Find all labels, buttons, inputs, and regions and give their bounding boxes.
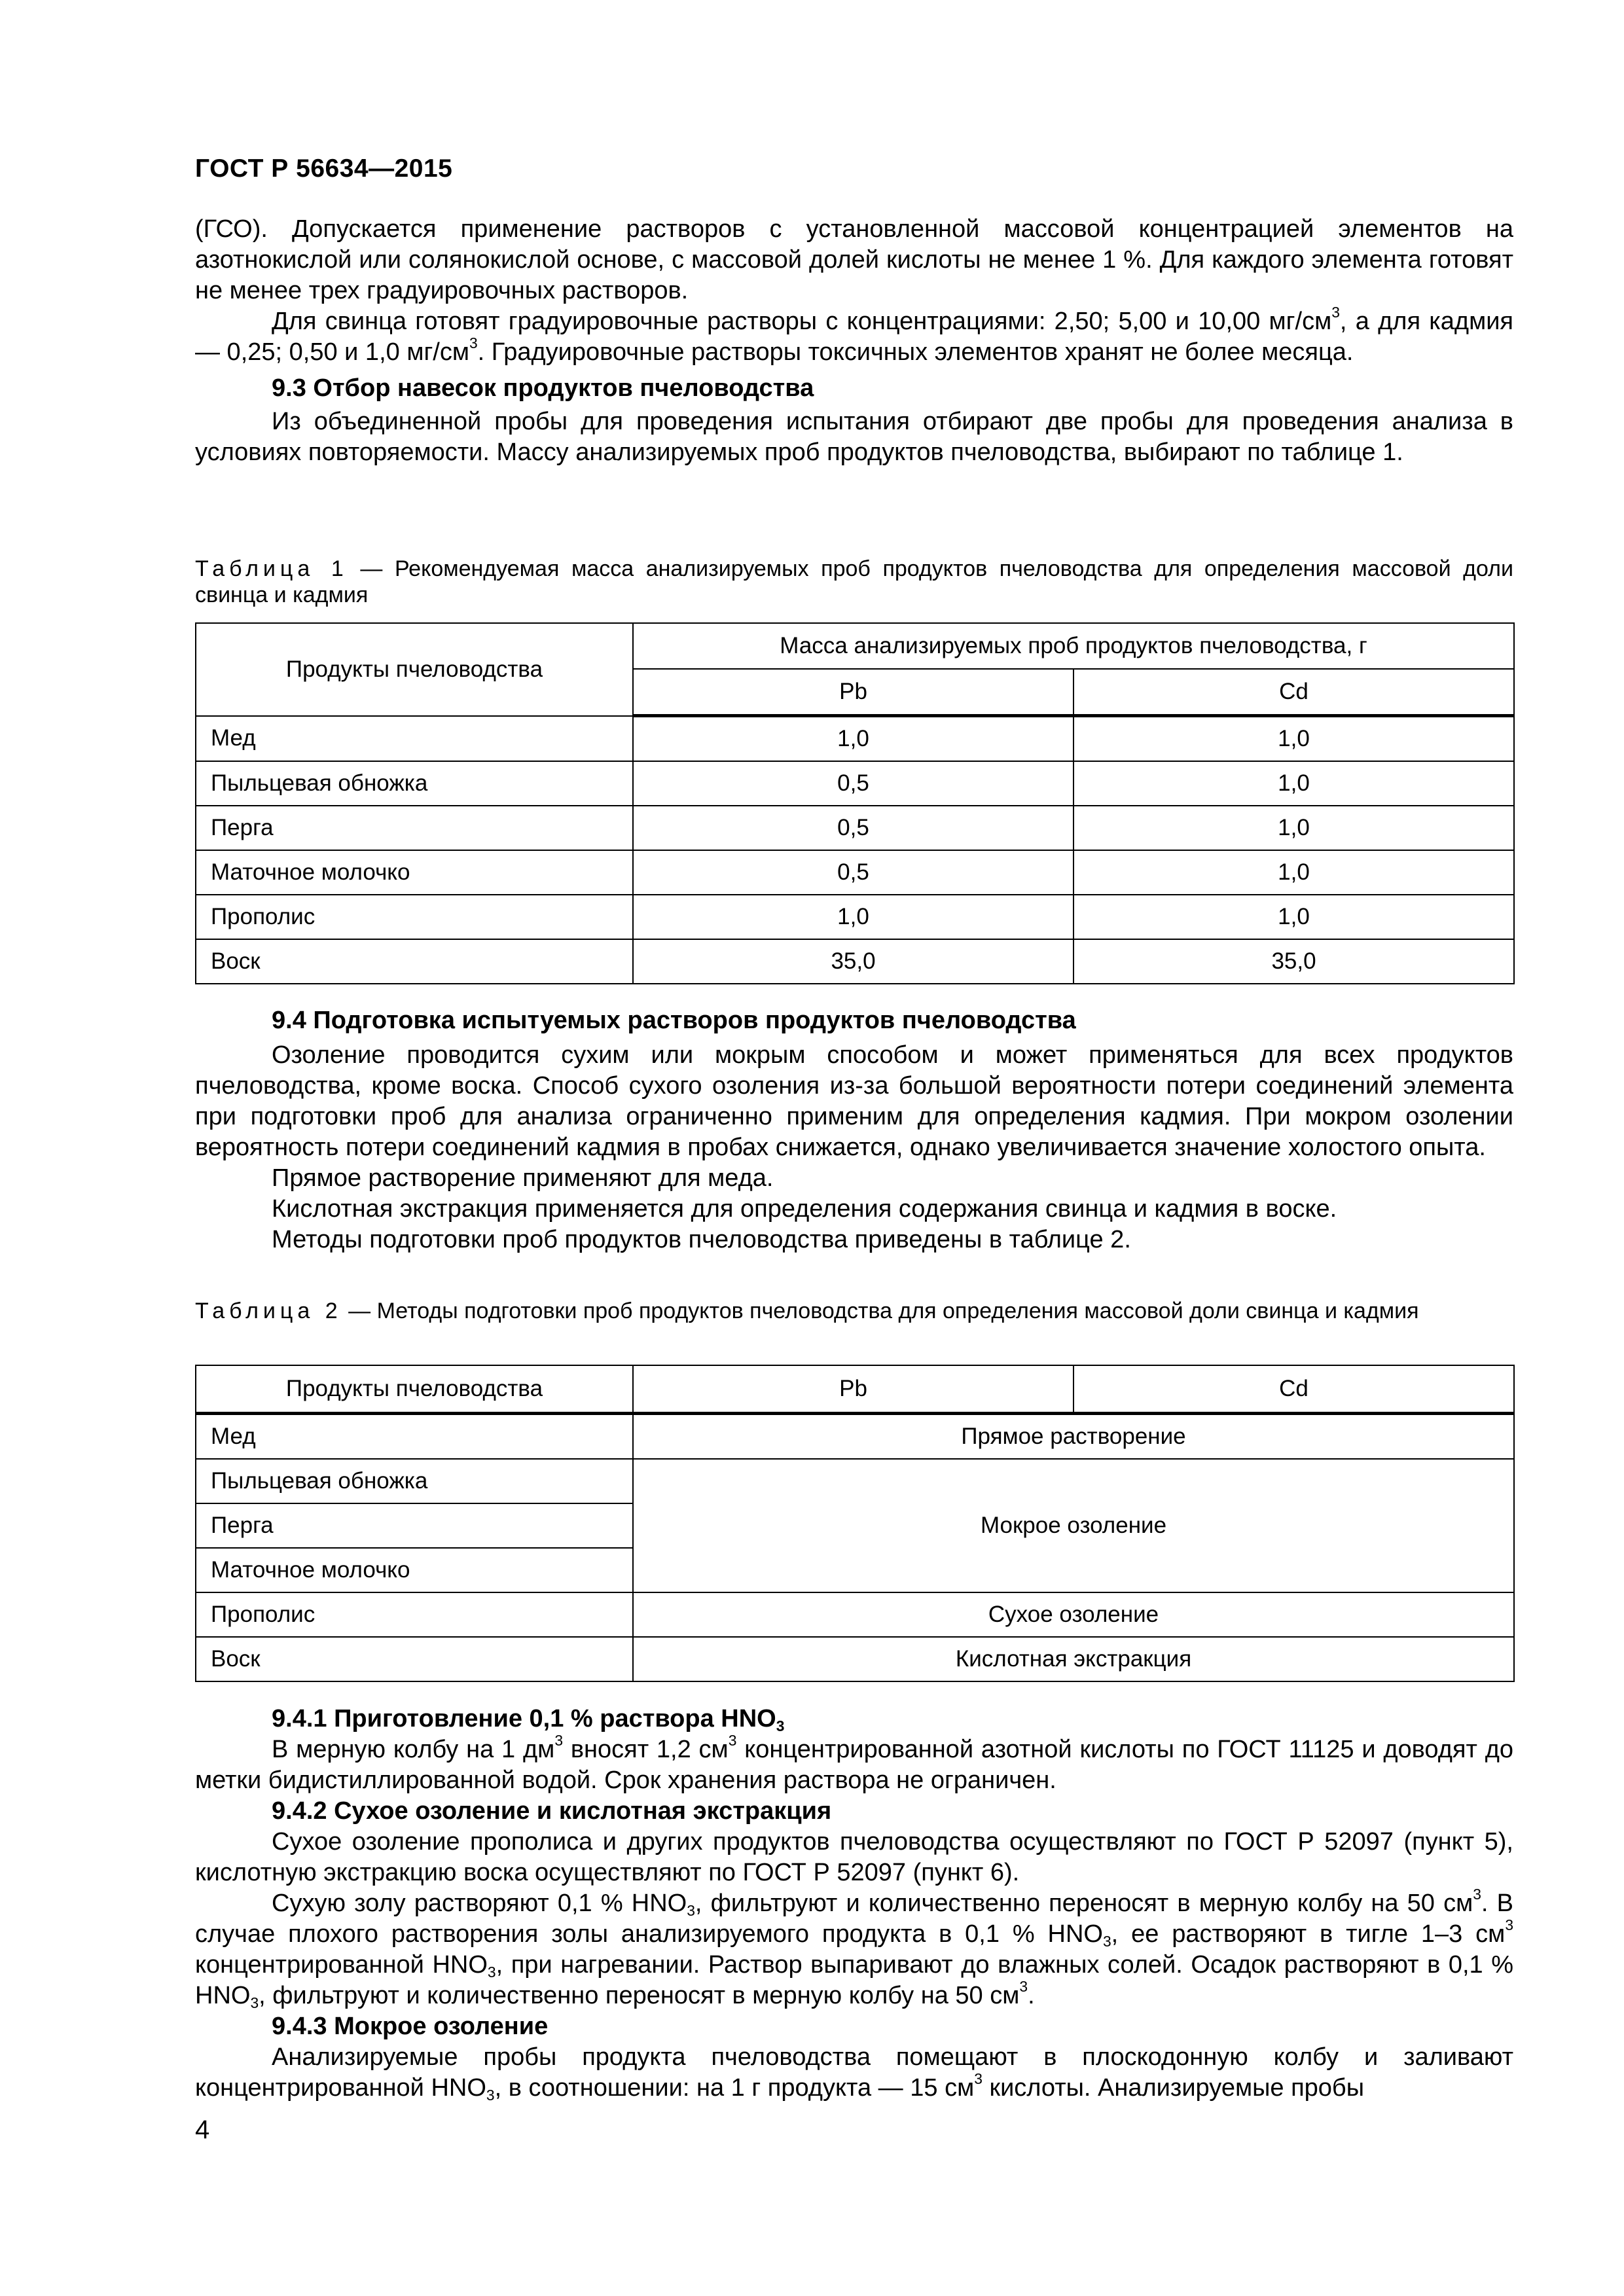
section-9-3-paragraph: Из объединенной пробы для проведения испытания отбирают две пробы для проведения анализа в условиях повторяемости. Массу анализируемых проб продуктов пчеловодства, выбирают по таблице 1. <box>195 408 1513 466</box>
table-2-product: Воск <box>196 1637 633 1681</box>
section-heading-9-4-3: 9.4.3 Мокрое озоление <box>272 2013 549 2040</box>
table-1-cd-value: 1,0 <box>1074 806 1514 850</box>
intro-section <box>195 214 1513 468</box>
section-9-4 <box>195 1005 1513 1255</box>
table-2-title: — Методы подготовки проб продуктов пчеловодства для определения массовой доли свинца и кадмия <box>342 1299 1419 1323</box>
table-2-method: Кислотная экстракция <box>633 1637 1514 1681</box>
page-number: 4 <box>195 2115 210 2144</box>
section-heading-9-4-2: 9.4.2 Сухое озоление и кислотная экстракция <box>272 1797 832 1825</box>
section-9-4-2-paragraph-1: Сухое озоление прополиса и других продуктов пчеловодства осуществляют по ГОСТ Р 52097 (пункт 5), кислотную экстракцию воска осуществляют по ГОСТ Р 52097 (пункт 6). <box>195 1828 1513 1886</box>
section-9-4-1-paragraph: В мерную колбу на 1 $дм^3$ вносят 1,2 $см^3$ концентрированной азотной кислоты по ГОСТ 11125 и доводят до метки бидистиллированной водой. Срок хранения раствора не ограничен. <box>195 1731 1514 1794</box>
table-row <box>196 850 1514 895</box>
table-2-header-product: Продукты пчеловодства <box>196 1365 633 1414</box>
table-1-product: Мед <box>196 716 633 762</box>
table-1-product: Прополис <box>196 895 633 939</box>
table-1-product: Пыльцевая обножка <box>196 761 633 806</box>
table-2-product: Перга <box>196 1503 633 1548</box>
intro-paragraph-1: (ГСО). Допускается применение растворов с установленной массовой концентрацией элементов на азотнокислой или солянокислой основе, с массовой долей кислоты не менее 1 %. Для каждого элемента готовят не менее трех градуировочных растворов. <box>195 215 1513 304</box>
table-1-header-product: Продукты пчеловодства <box>196 623 633 716</box>
section-9-4-3-paragraph: Анализируемые пробы продукта пчеловодства помещают в плоскодонную колбу и заливают концентрированной $HNO_3$, в соотношении: на 1 г продукта — 15 $см^3$ кислоты. Анализируемые пробы <box>195 2043 1513 2104</box>
section-9-4-paragraph-3: Кислотная экстракция применяется для определения содержания свинца и кадмия в воске. <box>272 1195 1337 1223</box>
intro-paragraph-2: Для свинца готовят градуировочные растворы с концентрациями: 2,50; 5,00 и 10,00 $мг/см^3$, а для кадмия — 0,25; 0,50 и 1,0 $мг/см^3$. Градуировочные растворы токсичных элементов хранят не более месяца. <box>195 303 1513 366</box>
table-row <box>196 1414 1514 1460</box>
table-row <box>196 1637 1514 1681</box>
table-1-pb-value: 1,0 <box>633 716 1074 762</box>
table-2-method: Мокрое озоление <box>633 1459 1514 1592</box>
table-1-header-pb: Pb <box>633 669 1074 716</box>
section-9-4-paragraph-2: Прямое растворение применяют для меда. <box>272 1164 774 1192</box>
table-1-label: Таблица 1 <box>195 556 348 581</box>
section-9-4-paragraph-1: Озоление проводится сухим или мокрым способом и может применяться для всех продуктов пчеловодства, кроме воска. Способ сухого озоления из-за большой вероятности потери соединений элемента при подготовки проб для анализа ограниченно применим для определения кадмия. При мокром озолении вероятность потери соединений кадмия в пробах снижается, однако увеличивается значение холостого опыта. <box>195 1041 1513 1161</box>
table-2 <box>195 1365 1513 1682</box>
table-2-label: Таблица 2 <box>195 1299 342 1323</box>
table-row <box>196 716 1514 762</box>
table-2-method: Сухое озоление <box>633 1592 1514 1637</box>
table-1-pb-value: 1,0 <box>633 895 1074 939</box>
table-1-cd-value: 1,0 <box>1074 850 1514 895</box>
table-1 <box>195 622 1513 984</box>
table-1-cd-value: 35,0 <box>1074 939 1514 984</box>
section-9-4-paragraph-4: Методы подготовки проб продуктов пчеловодства приведены в таблице 2. <box>272 1226 1131 1253</box>
table-2-product: Маточное молочко <box>196 1548 633 1592</box>
section-9-4-1-to-9-4-3 <box>195 1704 1513 2104</box>
table-1-product: Воск <box>196 939 633 984</box>
table-row <box>196 1592 1514 1637</box>
table-2-method: Прямое растворение <box>633 1414 1514 1460</box>
table-2-product: Прополис <box>196 1592 633 1637</box>
document-id-header: ГОСТ Р 56634—2015 <box>195 154 453 183</box>
table-2-product: Пыльцевая обножка <box>196 1459 633 1503</box>
table-row <box>196 761 1514 806</box>
table-2-caption <box>195 1298 1513 1324</box>
table-1-pb-value: 0,5 <box>633 806 1074 850</box>
table-row <box>196 895 1514 939</box>
table-1-product: Перга <box>196 806 633 850</box>
table-1-pb-value: 0,5 <box>633 761 1074 806</box>
table-2-header-cd: Cd <box>1074 1365 1514 1414</box>
table-1-pb-value: 35,0 <box>633 939 1074 984</box>
table-row <box>196 1459 1514 1503</box>
table-1-cd-value: 1,0 <box>1074 761 1514 806</box>
table-1-title: — Рекомендуемая масса анализируемых проб продуктов пчеловодства для определения массовой доли свинца и кадмия <box>195 556 1513 607</box>
table-1-product: Маточное молочко <box>196 850 633 895</box>
table-1-cd-value: 1,0 <box>1074 895 1514 939</box>
table-2-header-pb: Pb <box>633 1365 1074 1414</box>
table-2-product: Мед <box>196 1414 633 1460</box>
section-heading-9-3: 9.3 Отбор навесок продуктов пчеловодства <box>272 374 814 402</box>
table-row <box>196 939 1514 984</box>
table-1-header-cd: Cd <box>1074 669 1514 716</box>
table-1-caption <box>195 556 1513 608</box>
table-1-pb-value: 0,5 <box>633 850 1074 895</box>
section-heading-9-4: 9.4 Подготовка испытуемых растворов продуктов пчеловодства <box>272 1007 1076 1034</box>
table-1-cd-value: 1,0 <box>1074 716 1514 762</box>
table-1-header-mass: Масса анализируемых проб продуктов пчеловодства, г <box>633 623 1514 669</box>
section-9-4-2-paragraph-2: Сухую золу растворяют 0,1 % $HNO_3$, фильтруют и количественно переносят в мерную колбу на 50 $см^3$. В случае плохого растворения золы анализируемого продукта в 0,1 % $HNO_3$, ее растворяют в тигле 1–3 $см^3$ концентрированной $HNO_3$, при нагревании. Раствор выпаривают до влажных солей. Осадок растворяют в 0,1 % $HNO_3$, фильтруют и количественно переносят в мерную колбу на 50 $см^3$. <box>195 1885 1513 2011</box>
table-row <box>196 806 1514 850</box>
section-heading-9-4-1: 9.4.1 Приготовление 0,1 % раствора $HNO_3$ <box>272 1705 785 1734</box>
